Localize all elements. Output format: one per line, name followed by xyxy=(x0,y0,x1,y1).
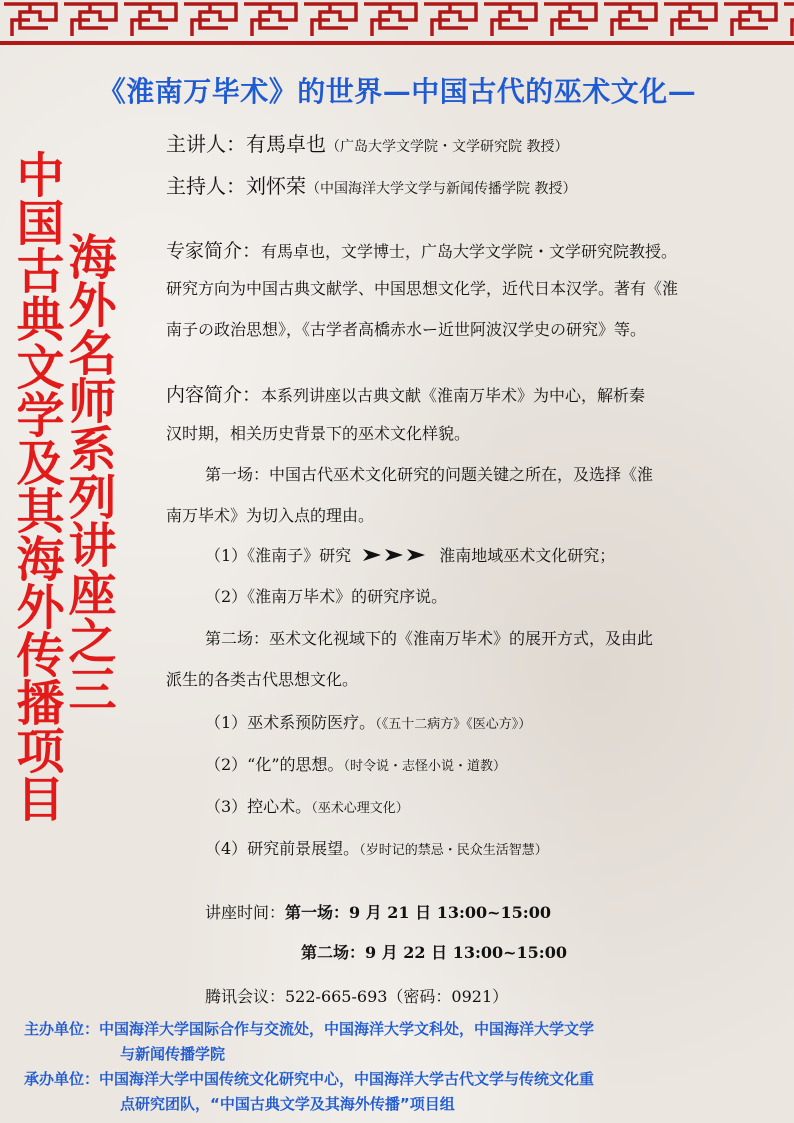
session1-line2: 南万毕术》为切入点的理由。 xyxy=(166,506,375,525)
host-name: 刘怀荣 xyxy=(246,174,306,198)
host-affiliation: （中国海洋大学文学与新闻传播学院 教授） xyxy=(306,181,577,197)
meeting-info: 腾讯会议：522-665-693（密码：0921） xyxy=(205,987,509,1006)
speaker-affiliation: （广岛大学文学院・文学研究院 教授） xyxy=(326,139,569,155)
session2-item2: （2）“化”的思想。（时令说・志怪小说・道教） xyxy=(205,755,507,774)
session1-item2: （2）《淮南万毕术》的研究序说。 xyxy=(205,587,448,606)
session2-line1: 第二场：巫术文化视域下的《淮南万毕术》的展开方式，及由此 xyxy=(205,629,654,648)
host-line xyxy=(166,170,576,199)
session2-item3: （3）控心术。（巫术心理文化） xyxy=(205,797,409,816)
vertical-project-title: 中国古典文学及其海外传播项目 xyxy=(8,150,64,822)
speaker-name: 有馬卓也 xyxy=(246,132,326,156)
speaker-label: 主讲人： xyxy=(166,132,246,156)
session2-item1: （1）巫术系预防医疗。（《五十二病方》《医心方》） xyxy=(205,713,532,732)
expert-intro-line3: 南子の政治思想》，《古学者高橋赤水ー近世阿波汉学史の研究》等。 xyxy=(166,320,647,339)
session2-item4: （4）研究前景展望。（岁时记的禁忌・民众生活智慧） xyxy=(205,839,548,858)
session1-line1: 第一场：中国古代巫术文化研究的问题关键之所在，及选择《淮 xyxy=(205,465,654,484)
expert-label: 专家简介： xyxy=(166,240,262,262)
triple-arrow-icon xyxy=(361,548,429,562)
co-organizer-line1: 承办单位：中国海洋大学中国传统文化研究中心，中国海洋大学古代文学与传统文化重 xyxy=(24,1070,595,1088)
co-organizer-line2: 点研究团队，“中国古典文学及其海外传播”项目组 xyxy=(120,1095,455,1113)
expert-intro-line1: 专家简介：有馬卓也，文学博士，广岛大学文学院・文学研究院教授。 xyxy=(166,240,678,262)
decorative-lattice-border xyxy=(0,0,794,52)
content-label: 内容简介： xyxy=(166,384,262,406)
schedule-second: 第二场：9 月 22 日 13:00~15:00 xyxy=(301,943,567,962)
expert-intro-line2: 研究方向为中国古典文献学、中国思想文化学，近代日本汉学。著有《淮 xyxy=(166,279,679,298)
schedule-first: 讲座时间：第一场：9 月 21 日 13:00~15:00 xyxy=(205,903,551,922)
session2-line2: 派生的各类古代思想文化。 xyxy=(166,670,359,689)
host-label: 主持人： xyxy=(166,174,246,198)
content-intro-line1: 内容简介：本系列讲座以古典文献《淮南万毕术》为中心，解析秦 xyxy=(166,384,646,406)
page-title: 《淮南万毕术》的世界—中国古代的巫术文化— xyxy=(97,75,697,108)
speaker-line xyxy=(166,128,568,157)
session1-item1: （1）《淮南子》研究 淮南地域巫术文化研究； xyxy=(205,546,616,565)
schedule-label: 讲座时间： xyxy=(205,903,286,922)
content-intro-line2: 汉时期，相关历史背景下的巫术文化样貌。 xyxy=(166,424,471,443)
organizer-line2: 与新闻传播学院 xyxy=(120,1045,226,1063)
vertical-series-title: 海外名师系列讲座之三 xyxy=(60,232,116,712)
organizer-line1: 主办单位：中国海洋大学国际合作与交流处，中国海洋大学文科处，中国海洋大学文学 xyxy=(24,1020,595,1038)
